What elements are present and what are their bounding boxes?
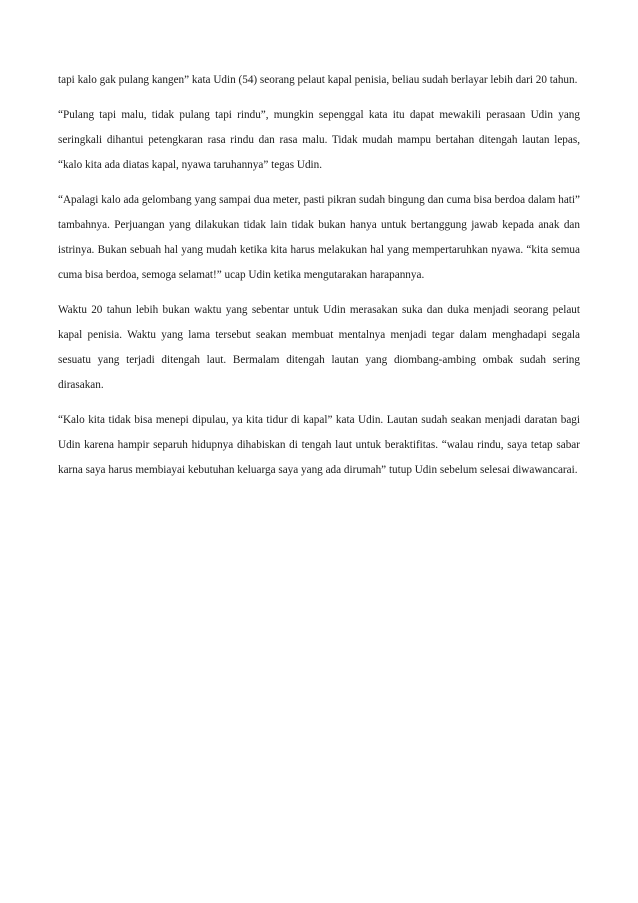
article-body [58, 68, 580, 493]
paragraph-2: “Pulang tapi malu, tidak pulang tapi rindu”, mungkin sepenggal kata itu dapat mewakili perasaan Udin yang seringkali dihantui petengkaran rasa rindu dan rasa malu. Tidak mudah mampu bertahan ditengah lautan lepas, “kalo kita ada diatas kapal, nyawa taruhannya” tegas Udin. [58, 109, 580, 171]
paragraph-4: Waktu 20 tahun lebih bukan waktu yang sebentar untuk Udin merasakan suka dan duka menjadi seorang pelaut kapal penisia. Waktu yang lama tersebut seakan membuat mentalnya menjadi tegar dalam menghadapi segala sesuatu yang terjadi ditengah laut. Bermalam ditengah lautan yang diombang-ambing ombak sudah sering dirasakan. [58, 304, 580, 391]
paragraph-3: “Apalagi kalo ada gelombang yang sampai dua meter, pasti pikran sudah bingung dan cuma bisa berdoa dalam hati” tambahnya. Perjuangan yang dilakukan tidak lain tidak bukan hanya untuk bertanggung jawab kepada anak dan istrinya. Bukan sebuah hal yang mudah ketika kita harus melakukan hal yang mempertaruhkan nyawa. “kita semua cuma bisa berdoa, semoga selamat!” ucap Udin ketika mengutarakan harapannya. [58, 194, 580, 281]
paragraph-1: tapi kalo gak pulang kangen” kata Udin (54) seorang pelaut kapal penisia, beliau sudah berlayar lebih dari 20 tahun. [58, 74, 578, 86]
paragraph-5: “Kalo kita tidak bisa menepi dipulau, ya kita tidur di kapal” kata Udin. Lautan sudah seakan menjadi daratan bagi Udin karena hampir separuh hidupnya dihabiskan di tengah laut untuk beraktifitas. “walau rindu, saya tetap sabar karna saya harus membiayai kebutuhan keluarga saya yang ada dirumah” tutup Udin sebelum selesai diwawancarai. [58, 414, 580, 476]
